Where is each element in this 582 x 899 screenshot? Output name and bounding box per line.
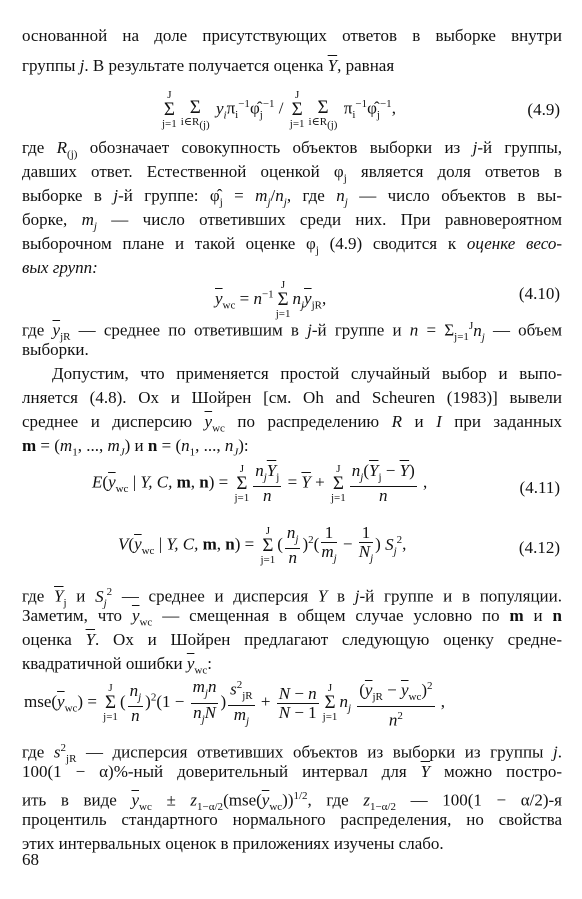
text-line: оценка $\overline{Y}$. Ох и Шойрен предлагают следующую оценку средне-	[22, 630, 562, 649]
equation-4-10: $\overline{y}_{wc} = n^{-1}J$ Σ $j=1n_j\overline{y}_{jR}$,	[215, 279, 327, 320]
equation-4-9: J Σ j=1 Σ $i\in R_{(j)}$ $y_i\pi_i^{-1}\varphî_j^{-1}$ / J Σ j=1 Σ $i\in R_{(j)}$ $\pi_i^{-1}\varphî_j^{-1}$,	[162, 88, 396, 132]
text-line: где $\overline{y}_{jR}$ — среднее по ответившим в j-й группе и $n = \Sigma_{j=1}^Jn_j$ — объем	[22, 320, 562, 344]
text-line: борке, $m_j$ — число ответивших среди них. При равновероятном	[22, 210, 562, 233]
equation-4-12: $V(\overline{y}_{wc}$ | Y, C, m, n) = J Σ j=1( $\frac{n_j}{n}$ )$^2$( $\frac{1}{m_j}$ − $\frac{1}{N_j}$ ) $S_j^2$,	[118, 523, 407, 568]
text-line: ить в виде $\overline{y}_{wc} \pm z_{1-\alpha/2}(mse(\overline{y}_{wc}))^{1/2}$, где $z_{1-\alpha/2}$ — 100(1 − α/2)-я	[22, 790, 562, 814]
text-line: среднее и дисперсию $\overline{y}_{wc}$ по распределению R и I при заданных	[22, 412, 562, 435]
text-line: выборочном плане и такой оценке $\varphi_j$ (4.9) сводится к оценке весо-	[22, 234, 563, 257]
text-line: Заметим, что $\overline{y}_{wc}$ — смещенная в общем случае условно по m и n	[22, 606, 562, 629]
text-line: давших ответ. Естественной оценкой $\varphi_j$ является доля ответов в	[22, 162, 562, 185]
text-line: 100(1 − α)%-ный доверительный интервал для $\overline{Y}$ можно постро-	[22, 762, 562, 781]
text-line: основанной на доле присутствующих ответов в выборке внутри	[22, 26, 562, 45]
equation-4-11: $E(\overline{y}_{wc}$ | Y, C, m, n) = J Σ j=1 $\frac{n_j\overline{Y}_j}{n}$ = $\overline{Y} + J$ Σ j=1 $\frac{n_j(\overline{Y}_j - \overline{Y})}{n}$ ,	[92, 461, 428, 506]
text-line: где $R_{(j)}$ обозначает совокупность объектов выборки из j-й группы,	[22, 138, 562, 161]
text-line: $m = (m_1$, ..., $m_J$) и $n = (n_1$, ..., $n_J$):	[22, 436, 249, 459]
text-line: где $\overline{Y}_j$ и $S_j^2$ — среднее и дисперсия Y в j-й группе и в популяции.	[22, 586, 562, 610]
text-line: лняется (4.8). Ох и Шойрен [см. Oh and Scheuren (1983)] вывели	[22, 388, 562, 407]
text-line: где $s^2_{jR}$ — дисперсия ответивших объектов из выборки из группы j.	[22, 742, 563, 766]
text-line: Допустим, что применяется простой случайный выбор и выпо-	[52, 364, 562, 383]
equation-number: (4.12)	[518, 538, 560, 557]
text-line: этих интервальных оценок в приложениях изучены слабо.	[22, 834, 444, 853]
equation-number: (4.11)	[519, 478, 560, 497]
text-line: выборки.	[22, 340, 89, 359]
page-number: 68	[22, 850, 39, 869]
equation-number: (4.10)	[518, 284, 560, 303]
equation-mse: $mse(\overline{y}_{wc}) = J$ Σ j=1( $\frac{n_j}{n}$ )$^2$(1 − $\frac{m_jn}{n_jN}$ ) $\frac{s^2_{jR}}{m_j}$ + $\frac{N - n}{N - 1}$ J Σ $j=1n_j$ $\frac{(\overline{y}_{jR} - \overline{y}_{wc})^2}{n^2}$ ,	[24, 677, 446, 730]
text-line: вых групп:	[22, 258, 98, 277]
text-line: выборке в j-й группе: $\varphî_j = m_j/n_j$, где $n_j$ — число объектов в вы-	[22, 186, 562, 209]
text-line: квадратичной ошибки $\overline{y}_{wc}$:	[22, 654, 212, 677]
text-line: процентиль стандартного нормального распределения, но свойства	[22, 810, 562, 829]
equation-number: (4.9)	[527, 100, 560, 119]
text-line: группы j. В результате получается оценка $\overline{Y}$, равная	[22, 56, 395, 75]
